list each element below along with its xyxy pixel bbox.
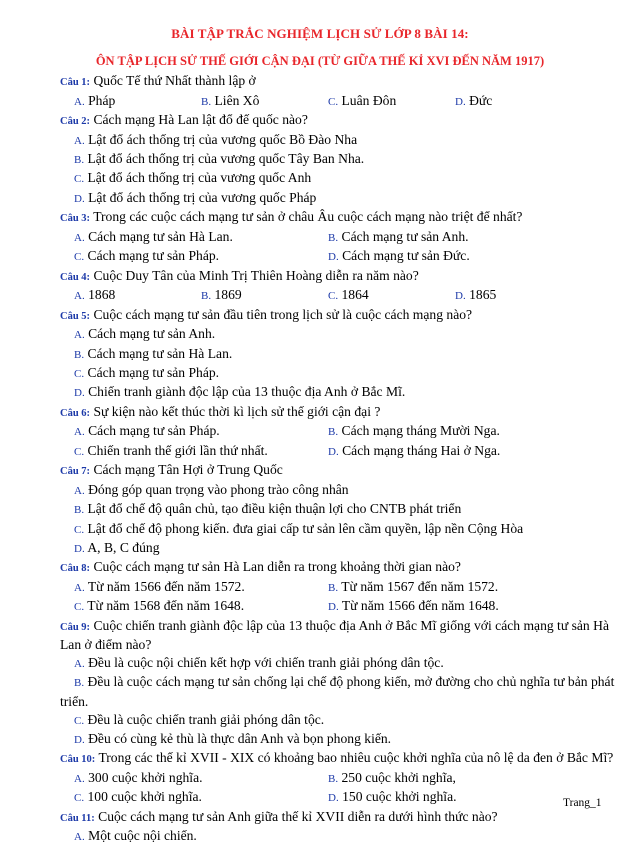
question-list (60, 72, 615, 847)
options-10-row1 (60, 769, 615, 788)
question-6: Câu 6: Sự kiện nào kết thúc thời kì lịch sử thế giới cận đại ? (60, 403, 381, 419)
option-2d: D. Lật đổ ách thống trị của vương quốc Pháp (74, 189, 317, 205)
option-2b: B. Lật đổ ách thống trị của vương quốc Tây Ban Nha. (74, 151, 365, 166)
option-5c: C. Cách mạng tư sản Pháp. (74, 365, 220, 381)
option-7d: D. A, B, C đúng (74, 540, 160, 556)
option-7a: A. Đóng góp quan trọng vào phong trào công nhân (74, 481, 349, 497)
question-1: Câu 1: Quốc Tế thứ Nhất thành lập ở (60, 73, 256, 88)
question-3: Câu 3: Trong các cuộc cách mạng tư sản ở châu Âu cuộc cách mạng nào triệt để nhất? (60, 209, 523, 225)
worksheet-title: BÀI TẬP TRẮC NGHIỆM LỊCH SỬ LỚP 8 BÀI 14: (171, 26, 469, 41)
question-10: Câu 10: Trong các thế kỉ XVII - XIX có khoảng bao nhiêu cuộc khởi nghĩa của nô lệ da đen ở Bắc Mĩ? (60, 750, 614, 766)
option-6a: A. Cách mạng tư sản Pháp. (74, 423, 220, 439)
worksheet-subtitle: ÔN TẬP LỊCH SỬ THẾ GIỚI CẬN ĐẠI (TỪ GIỮA THẾ KỈ XVI ĐẾN NĂM 1917) (95, 54, 545, 68)
option-2a: A. Lật đổ ách thống trị của vương quốc Bồ Đào Nha (74, 131, 358, 147)
option-3a: A. Cách mạng tư sản Hà Lan. (74, 228, 233, 244)
option-5d: D. Chiến tranh giành độc lập của 13 thuộc địa Anh ở Bắc Mĩ. (74, 384, 406, 400)
option-10d: D. 150 cuộc khởi nghĩa. (328, 789, 457, 805)
option-3c: C. Cách mạng tư sản Pháp. (74, 248, 220, 264)
option-10c: C. 100 cuộc khởi nghĩa. (74, 789, 202, 805)
option-9b: B. Đều là cuộc cách mạng tư sản chống lại chế độ phong kiến, mở đường cho chủ nghĩa tư bản phát triển. (60, 674, 615, 710)
option-4a: A. 1868 (74, 287, 116, 303)
question-2: Câu 2: Cách mạng Hà Lan lật đổ đế quốc nào? (60, 112, 308, 127)
option-8b: B. Từ năm 1567 đến năm 1572. (328, 579, 499, 595)
option-7b: B. Lật đổ chế độ quân chủ, tạo điều kiện thuận lợi cho CNTB phát triển (74, 501, 462, 517)
options-6-row1 (60, 422, 615, 441)
option-8c: C. Từ năm 1568 đến năm 1648. (74, 598, 245, 614)
options-3-row2 (60, 247, 615, 266)
options-1 (60, 92, 615, 111)
option-1c: C. Luân Đôn (328, 92, 397, 108)
question-7: Câu 7: Cách mạng Tân Hợi ở Trung Quốc (60, 462, 283, 478)
options-8-row1 (60, 578, 615, 597)
option-8a: A. Từ năm 1566 đến năm 1572. (74, 579, 245, 595)
option-8d: D. Từ năm 1566 đến năm 1648. (328, 598, 499, 614)
question-5: Câu 5: Cuộc cách mạng tư sản đầu tiên trong lịch sử là cuộc cách mạng nào? (60, 306, 473, 322)
option-4b: B. 1869 (201, 287, 242, 303)
options-4 (60, 286, 615, 305)
option-5b: B. Cách mạng tư sản Hà Lan. (74, 345, 233, 361)
option-9a: A. Đều là cuộc nội chiến kết hợp với chiến tranh giải phóng dân tộc. (74, 655, 444, 671)
page-number: Trang_1 (563, 797, 602, 809)
question-8: Câu 8: Cuộc cách mạng tư sản Hà Lan diễn ra trong khoảng thời gian nào? (60, 559, 461, 575)
option-5a: A. Cách mạng tư sản Anh. (74, 326, 216, 342)
options-3-row1 (60, 228, 615, 247)
option-1b: B. Liên Xô (201, 92, 260, 108)
option-3d: D. Cách mạng tư sản Đức. (328, 248, 470, 264)
option-4c: C. 1864 (328, 287, 369, 303)
options-6-row2 (60, 442, 615, 461)
option-9d: D. Đều có cùng kẻ thù là thực dân Anh và bọn phong kiến. (74, 731, 392, 747)
option-11a: A. Một cuộc nội chiến. (74, 828, 197, 844)
option-10a: A. 300 cuộc khởi nghĩa. (74, 770, 203, 786)
option-2c: C. Lật đổ ách thống trị của vương quốc Anh (74, 170, 312, 186)
option-6d: D. Cách mạng tháng Hai ở Nga. (328, 442, 501, 458)
question-9: Câu 9: Cuộc chiến tranh giành độc lập của 13 thuộc địa Anh ở Bắc Mĩ giống với cách mạng tư sản Hà Lan ở điểm nào? (60, 617, 609, 653)
option-6c: C. Chiến tranh thế giới lần thứ nhất. (74, 442, 268, 458)
option-3b: B. Cách mạng tư sản Anh. (328, 228, 469, 244)
question-4: Câu 4: Cuộc Duy Tân của Minh Trị Thiên Hoàng diễn ra năm nào? (60, 267, 419, 283)
options-8-row2 (60, 597, 615, 616)
option-4d: D. 1865 (455, 287, 497, 303)
option-10b: B. 250 cuộc khởi nghĩa, (328, 770, 456, 786)
option-1d: D. Đức (455, 92, 493, 108)
question-11: Câu 11: Cuộc cách mạng tư sản Anh giữa thế kỉ XVII diễn ra dưới hình thức nào? (60, 808, 498, 824)
option-1a: A. Pháp (74, 92, 116, 108)
options-10-row2 (60, 788, 615, 807)
option-6b: B. Cách mạng tháng Mười Nga. (328, 423, 500, 439)
option-9c: C. Đều là cuộc chiến tranh giải phóng dân tộc. (74, 711, 325, 727)
option-7c: C. Lật đổ chế độ phong kiến. đưa giai cấp tư sản lên cầm quyền, lập nền Cộng Hòa (74, 520, 524, 536)
